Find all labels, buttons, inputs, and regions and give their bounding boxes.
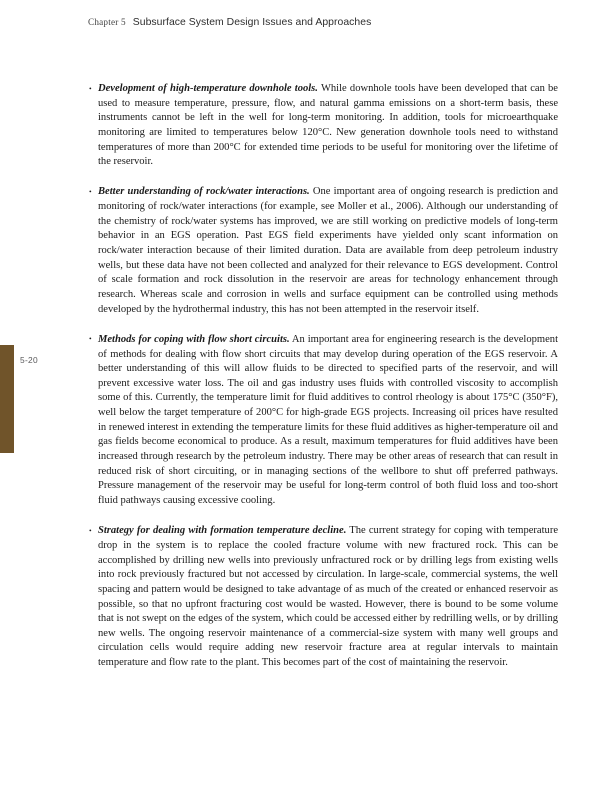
bullet-lead-in: Strategy for dealing with formation temperature decline.: [98, 525, 347, 537]
bullet-lead-in: Methods for coping with flow short circuits.: [98, 333, 290, 345]
paragraph: [98, 333, 558, 509]
bullet-body-text: One important area of ongoing research is prediction and monitoring of rock/water interactions (for example, see Moller et al., 2006). Although our understanding of the chemistry of rock/water systems has improved, we are still working on predictive models of long-term behavior in an EGS operation. Past EGS field experiments have yielded only scant information on rock/water interaction because of their limited duration. Data are available from deep petroleum industry wells, but these data have not been collected and analyzed for their relevance to EGS development. Control of scale formation and rock dissolution in the reservoir are areas for technology enhancement through research. Whereas scale and corrosion in wells and surface equipment can be controlled using methods developed by the hydrothermal industry, this has not been attempted in the reservoir itself.: [98, 186, 559, 315]
paragraph: [98, 185, 558, 317]
paragraph: [98, 524, 558, 671]
bullet-body-text: An important area for engineering research is the development of methods for dealing with flow short circuits that may develop during operation of the EGS reservoir. A better understanding of this will allow fluids to be directed to specified parts of the reservoir, and will prevent excessive water loss. The oil and gas industry uses fluids with controlled viscosity to accomplish some of this. Currently, the temperature limit for fluid additives to control rheology is about 175°C (350°F), well below the target temperature of 200°C for high-grade EGS projects. Increasing oil prices have resulted in renewed interest in extending the temperature limits for these fluid additives as higher-temperature oil and gas fields become economical to produce. As a result, maximum temperatures for fluid additives have been increased through research by the petroleum industry. There may be other areas of research that can result in reduced risk of short circuiting, or in managing sections of the wellbore to shut off preferred pathways. Pressure management of the reservoir may be useful for long-term control of both fluid loss and too-short fluid pathways causing excessive cooling.: [98, 333, 558, 507]
margin-thumb-tab: [0, 345, 14, 453]
running-head-chapter-label: Chapter 5: [88, 17, 126, 27]
list-item: [89, 185, 558, 317]
paragraph: [98, 82, 558, 170]
bullet-list: [89, 82, 558, 671]
list-item: [89, 82, 558, 170]
bullet-body-text: While downhole tools have been developed that can be used to measure temperature, pressure, flow, and natural gamma emissions on a short-term basis, these instruments cannot be left in the well for long-term monitoring. In addition, tools for microearthquake monitoring are limited to temperatures below 120°C. New generation downhole tools need to withstand temperatures of more than 200°C for extended time periods to be useful for monitoring over the lifetime of the reservoir.: [98, 83, 558, 168]
list-item: [89, 524, 558, 671]
running-head: [88, 14, 371, 30]
bullet-body-text: The current strategy for coping with temperature drop in the system is to replace the cooled fracture volume with new fractured rock. This can be accomplished by drilling new wells into previously unfractured rock or by drilling legs from existing wells into rock previously fractured but not accessed by circulation. In large-scale, commercial systems, the well spacing and pattern would be designed to take advantage of as much of the created or enhanced reservoir as possible, so that no upfront fracturing cost would be wasted. However, there is bound to be some volume that is not swept on the edges of the system, which could be accessed either by redrilling wells, or by drilling new wells. The ongoing reservoir maintenance of a commercial-size system with many well groups and circulation cells would require adding new reservoir fracture area at regular intervals to maintain temperature and flow rate to the plant. This becomes part of the cost of maintaining the reservoir.: [98, 525, 559, 669]
list-item: [89, 333, 558, 509]
bullet-lead-in: Development of high-temperature downhole tools.: [98, 83, 318, 94]
bullet-lead-in: Better understanding of rock/water interactions.: [98, 186, 310, 198]
body-text-column: [89, 82, 558, 671]
page-number: 5-20: [20, 355, 38, 365]
running-head-title: Subsurface System Design Issues and Approaches: [132, 17, 372, 28]
